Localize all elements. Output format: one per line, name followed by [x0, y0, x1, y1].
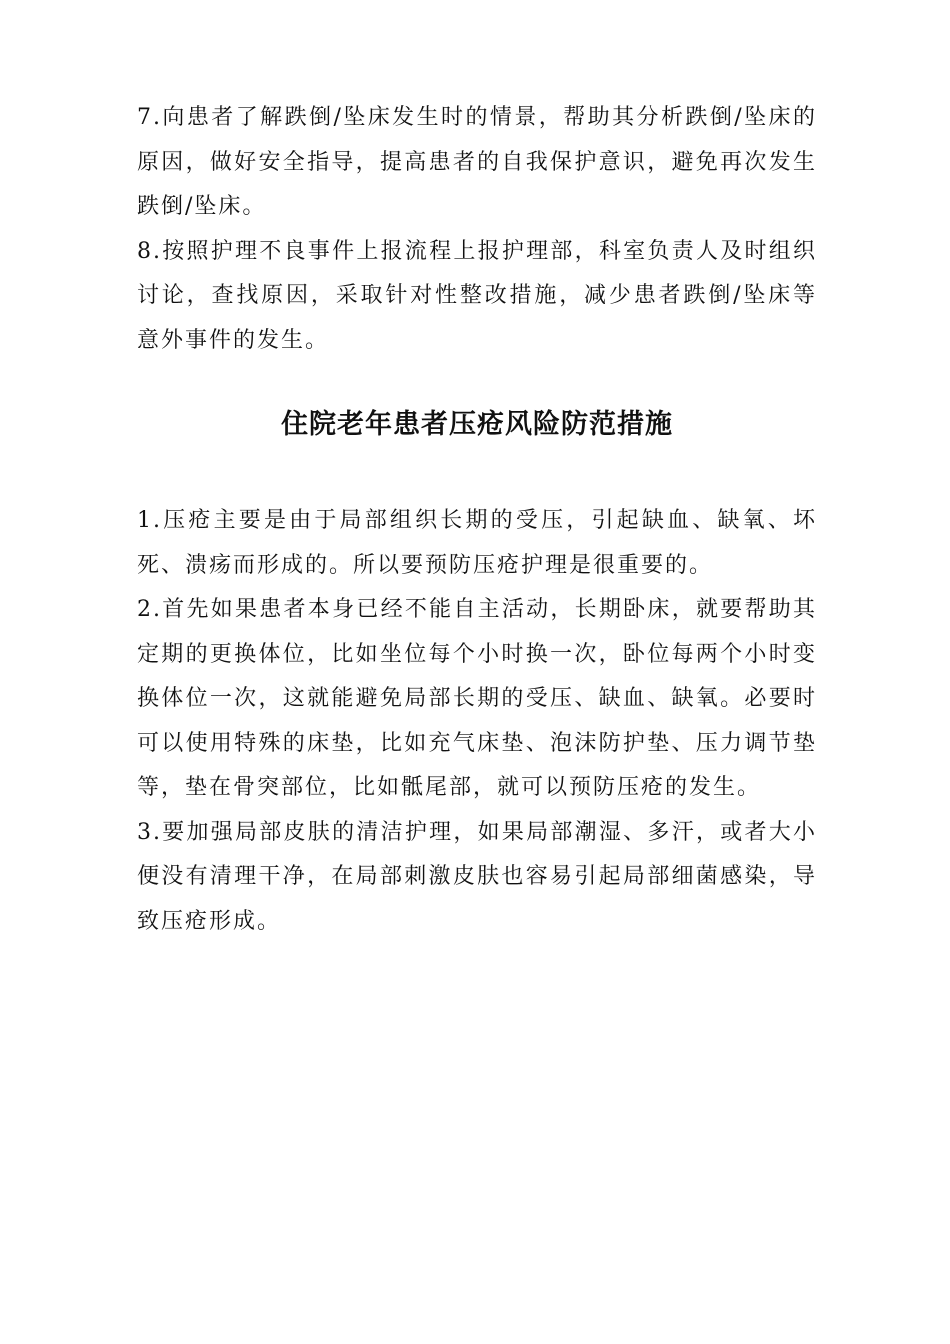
- paragraph-item-1: 1.压疮主要是由于局部组织长期的受压，引起缺血、缺氧、坏死、溃疡而形成的。所以要预防压疮护理是很重要的。: [137, 508, 817, 578]
- paragraph-item-3: 3.要加强局部皮肤的清洁护理，如果局部潮湿、多汗，或者大小便没有清理干净，在局部刺激皮肤也容易引起局部细菌感染，导致压疮形成。: [137, 819, 817, 934]
- document-body: [137, 96, 817, 944]
- section-title: 住院老年患者压疮风险防范措施: [281, 409, 673, 440]
- paragraph-item-8: 8.按照护理不良事件上报流程上报护理部，科室负责人及时组织讨论，查找原因，采取针对性整改措施，减少患者跌倒/坠床等意外事件的发生。: [137, 238, 817, 353]
- paragraph-item-7: 7.向患者了解跌倒/坠床发生时的情景，帮助其分析跌倒/坠床的原因，做好安全指导，提高患者的自我保护意识，避免再次发生跌倒/坠床。: [137, 105, 817, 219]
- paragraph-item-2: 2.首先如果患者本身已经不能自主活动，长期卧床，就要帮助其定期的更换体位，比如坐位每个小时换一次，卧位每两个小时变换体位一次，这就能避免局部长期的受压、缺血、缺氧。必要时可以使用特殊的床垫，比如充气床垫、泡沫防护垫、压力调节垫等，垫在骨突部位，比如骶尾部，就可以预防压疮的发生。: [137, 597, 817, 800]
